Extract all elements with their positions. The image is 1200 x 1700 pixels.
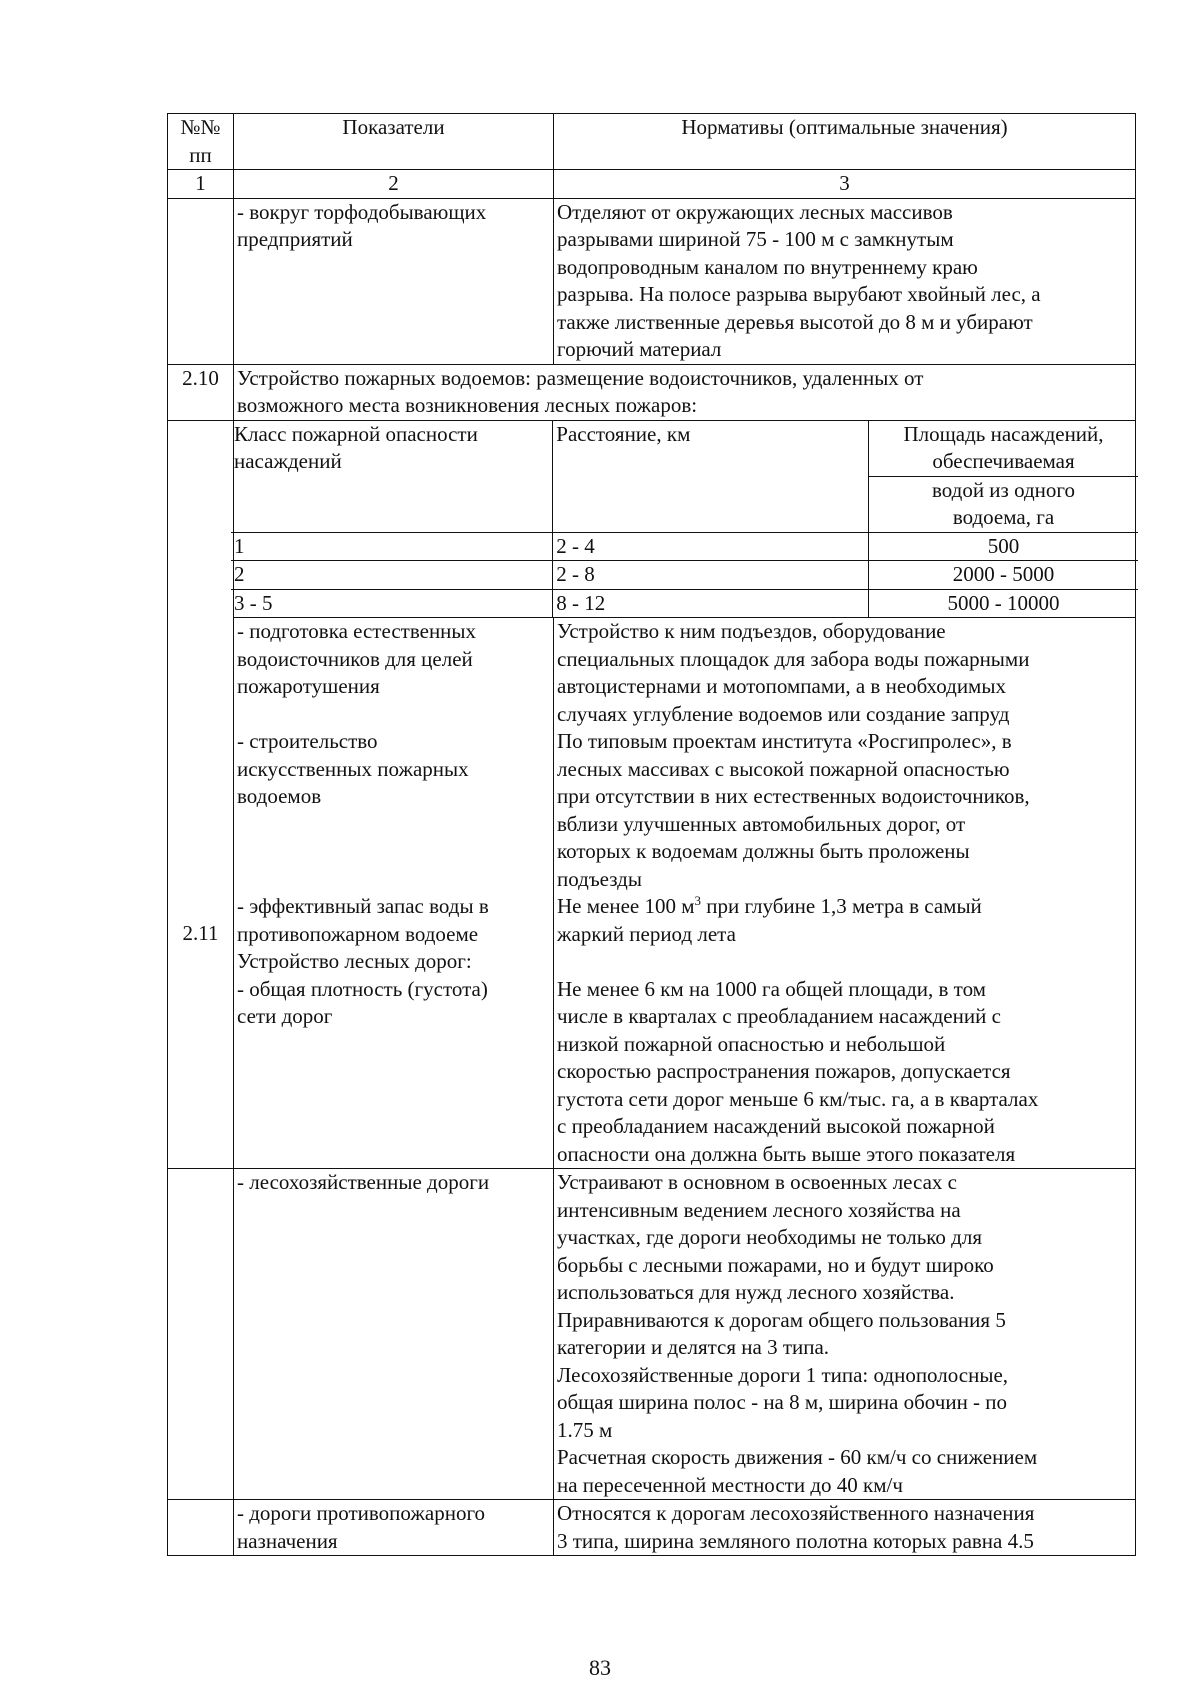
table-row <box>168 1500 1136 1556</box>
header-number-cell: №№ пп <box>168 114 234 170</box>
norm-cell: Устройство к ним подъездов, оборудование специальных площадок для забора воды пожарными автоцистернами и мотопомпами, а в необходимых случаях углубление водоемов или создание запруд По типовым проектам института «Росгипролес», в лесных массивах с высокой пожарной опасностью при отсутствии в них естественных водоисточников, вблизи улучшенных автомобильных дорог, от которых к водоемам должны быть проложены подъезды Не менее 100 $м^3$ при глубине 1,3 метра в самый жаркий период лета Не менее 6 км на 1000 га общей площади, в том числе в кварталах с преобладанием насаждений с низкой пожарной опасностью и небольшой скоростью распространения пожаров, допускается густота сети дорог меньше 6 км/тыс. га, а в кварталах с преобладанием насаждений высокой пожарной опасности она должна быть выше этого показателя <box>554 618 1136 1169</box>
column-numbers-row <box>168 170 1136 199</box>
table-row <box>168 618 1136 1169</box>
water-subtable-row <box>168 420 1136 618</box>
area-cell: 500 <box>869 532 1139 561</box>
page-number: 83 <box>589 1655 611 1680</box>
table-row <box>231 561 1138 590</box>
table-row <box>231 589 1138 617</box>
table-header-row <box>168 114 1136 170</box>
water-volume-line: Не менее 100 $м^3$ при глубине 1,3 метра в самый <box>557 893 982 918</box>
class-cell: 3 - 5 <box>231 589 553 617</box>
distance-header-cell: Расстояние, км <box>553 421 869 533</box>
column-number-3: 3 <box>554 170 1136 199</box>
area-cell: 2000 - 5000 <box>869 561 1139 590</box>
column-number-2: 2 <box>234 170 554 199</box>
row-number-cell <box>168 420 234 618</box>
row-number-cell: 2.11 <box>168 618 234 1169</box>
class-cell: 2 <box>231 561 553 590</box>
area-header-cell: Площадь насаждений, обеспечиваемая водой из одного водоема, га <box>869 421 1139 533</box>
indicator-cell: - подготовка естественных водоисточников для целей пожаротушения - строительство искусственных пожарных водоемов - эффективный запас воды в противопожарном водоеме Устройство лесных дорог: - общая плотность (густота) сети дорог <box>234 618 554 1169</box>
column-number-1: 1 <box>168 170 234 199</box>
table-row <box>168 1169 1136 1500</box>
row-number-cell <box>168 1169 234 1500</box>
water-subtable-header <box>231 421 1138 533</box>
indicator-cell: - дороги противопожарного назначения <box>234 1500 554 1556</box>
norm-cell: Устраивают в основном в освоенных лесах с интенсивным ведением лесного хозяйства на участках, где дороги необходимы не только для борьбы с лесными пожарами, но и будут широко использоваться для нужд лесного хозяйства. Приравниваются к дорогам общего пользования 5 категории и делятся на 3 типа. Лесохозяйственные дороги 1 типа: однополосные, общая ширина полос - на 8 м, ширина обочин - по 1.75 м Расчетная скорость движения - 60 км/ч со снижением на пересеченной местности до 40 км/ч <box>554 1169 1136 1500</box>
table-row <box>168 364 1136 420</box>
class-cell: 1 <box>231 532 553 561</box>
distance-cell: 2 - 4 <box>553 532 869 561</box>
header-indicators-cell: Показатели <box>234 114 554 170</box>
row-number-cell <box>168 1500 234 1556</box>
norm-cell: Отделяют от окружающих лесных массивов разрывами шириной 75 - 100 м с замкнутым водопроводным каналом по внутреннему краю разрыва. На полосе разрыва вырубают хвойный лес, а также лиственные деревья высотой до 8 м и убирают горючий материал <box>554 198 1136 364</box>
water-subtable <box>231 421 1138 618</box>
header-norms-cell: Нормативы (оптимальные значения) <box>554 114 1136 170</box>
norms-table <box>167 113 1136 1556</box>
table-row <box>231 532 1138 561</box>
section-title-cell: Устройство пожарных водоемов: размещение водоисточников, удаленных от возможного места возникновения лесных пожаров: <box>234 364 1136 420</box>
water-subtable-cell <box>234 420 1136 618</box>
norm-cell: Относятся к дорогам лесохозяйственного назначения 3 типа, ширина земляного полотна которых равна 4.5 <box>554 1500 1136 1556</box>
distance-cell: 8 - 12 <box>553 589 869 617</box>
row-number-cell: 2.10 <box>168 364 234 420</box>
indicator-cell: - вокруг торфодобывающих предприятий <box>234 198 554 364</box>
table-row <box>168 198 1136 364</box>
class-header-cell: Класс пожарной опасности насаждений <box>231 421 553 533</box>
row-number-cell <box>168 198 234 364</box>
indicator-cell: - лесохозяйственные дороги <box>234 1169 554 1500</box>
area-cell: 5000 - 10000 <box>869 589 1139 617</box>
distance-cell: 2 - 8 <box>553 561 869 590</box>
